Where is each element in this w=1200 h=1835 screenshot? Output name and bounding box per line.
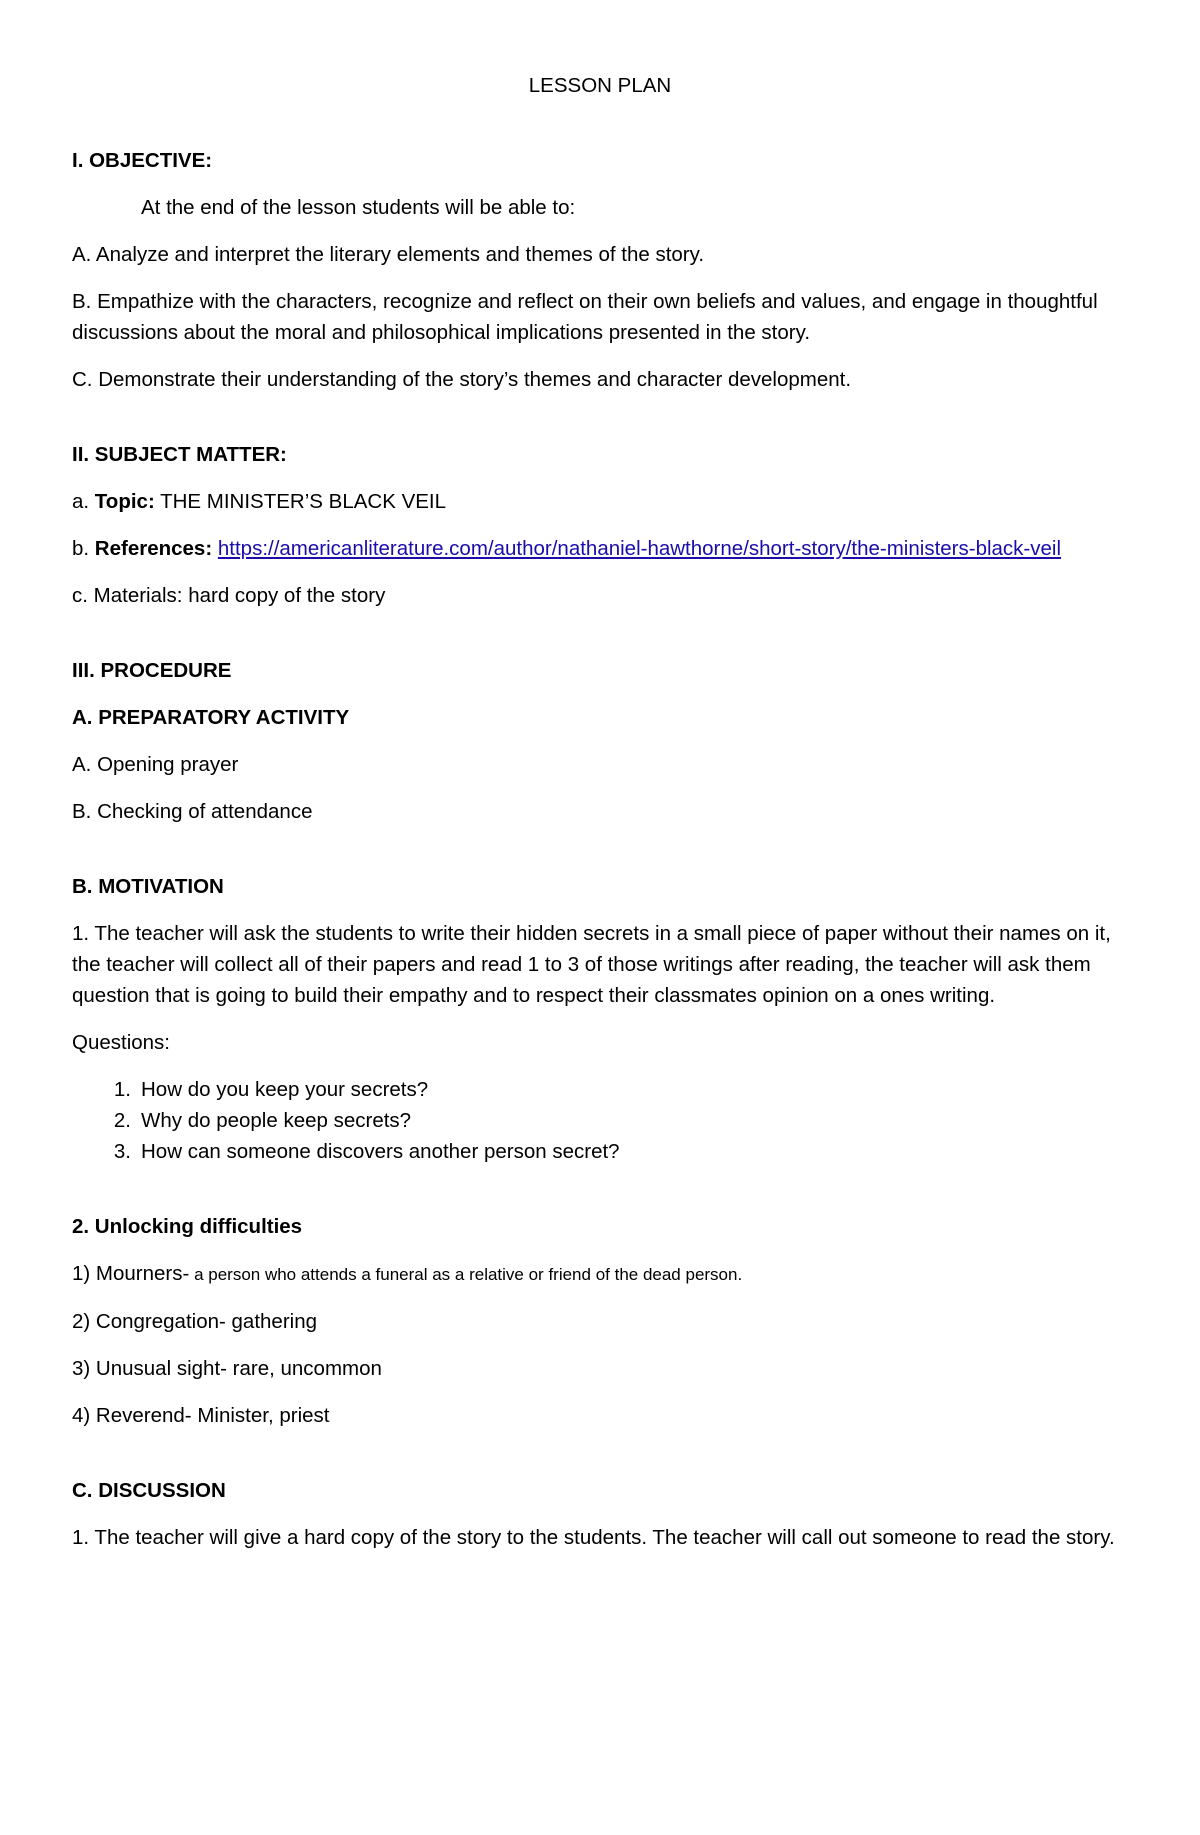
procedure-heading: III. PROCEDURE [72,659,232,682]
question-text: How do you keep your secrets? [141,1078,429,1101]
topic-label: Topic: [94,490,155,513]
preparatory-item-attendance: B. Checking of attendance [72,800,313,823]
question-text: How can someone discovers another person secret? [141,1140,620,1163]
preparatory-item-prayer: A. Opening prayer [72,753,239,776]
list-item [72,1074,1128,1105]
motivation-paragraph: 1. The teacher will ask the students to write their hidden secrets in a small piece of paper without their names on it, the teacher will collect all of their papers and read 1 to 3 of those writings after reading, the teacher will ask them question that is going to build their empathy and to respect their classmates opinion on a ones writing. [72,922,1111,1007]
references-prefix: b. [72,537,95,560]
objective-item-c: C. Demonstrate their understanding of the story’s themes and character development. [72,368,852,391]
discussion-heading: C. DISCUSSION [72,1479,226,1502]
subject-matter-heading: II. SUBJECT MATTER: [72,443,287,466]
objective-item-a: A. Analyze and interpret the literary elements and themes of the story. [72,243,705,266]
document-title: LESSON PLAN [528,74,672,97]
objective-intro: At the end of the lesson students will be able to: [141,196,576,219]
list-item [72,1105,1128,1136]
references-link[interactable]: https://americanliterature.com/author/nathaniel-hawthorne/short-story/the-ministers-black-veil [217,537,1062,560]
unlocking-item-1 [72,1258,1128,1290]
questions-label: Questions: [72,1031,170,1054]
topic-prefix: a. [72,490,95,513]
list-item [72,1136,1128,1167]
subject-materials: c. Materials: hard copy of the story [72,584,386,607]
unlocking-term: 1) Mourners- [72,1262,190,1285]
question-text: Why do people keep secrets? [141,1109,412,1132]
subject-topic [72,486,1128,517]
objective-item-b: B. Empathize with the characters, recognize and reflect on their own beliefs and values, and engage in thoughtful discussions about the moral and philosophical implications presented in the story. [72,290,1098,344]
unlocking-item-2: 2) Congregation- gathering [72,1310,318,1333]
unlocking-heading: 2. Unlocking difficulties [72,1215,303,1238]
discussion-paragraph: 1. The teacher will give a hard copy of the story to the students. The teacher will call out someone to read the story. [72,1526,1115,1549]
references-label: References: [94,537,213,560]
unlocking-definition: a person who attends a funeral as a relative or friend of the dead person. [189,1265,743,1284]
objective-heading: I. OBJECTIVE: [72,149,213,172]
question-number: 3. [113,1140,131,1163]
question-number: 2. [113,1109,131,1132]
subject-references [72,533,1128,564]
unlocking-item-3: 3) Unusual sight- rare, uncommon [72,1357,382,1380]
unlocking-item-4: 4) Reverend- Minister, priest [72,1404,330,1427]
preparatory-heading: A. PREPARATORY ACTIVITY [72,706,350,729]
question-number: 1. [113,1078,131,1101]
questions-list [72,1074,1128,1167]
motivation-heading: B. MOTIVATION [72,875,224,898]
topic-value: THE MINISTER’S BLACK VEIL [154,490,447,513]
